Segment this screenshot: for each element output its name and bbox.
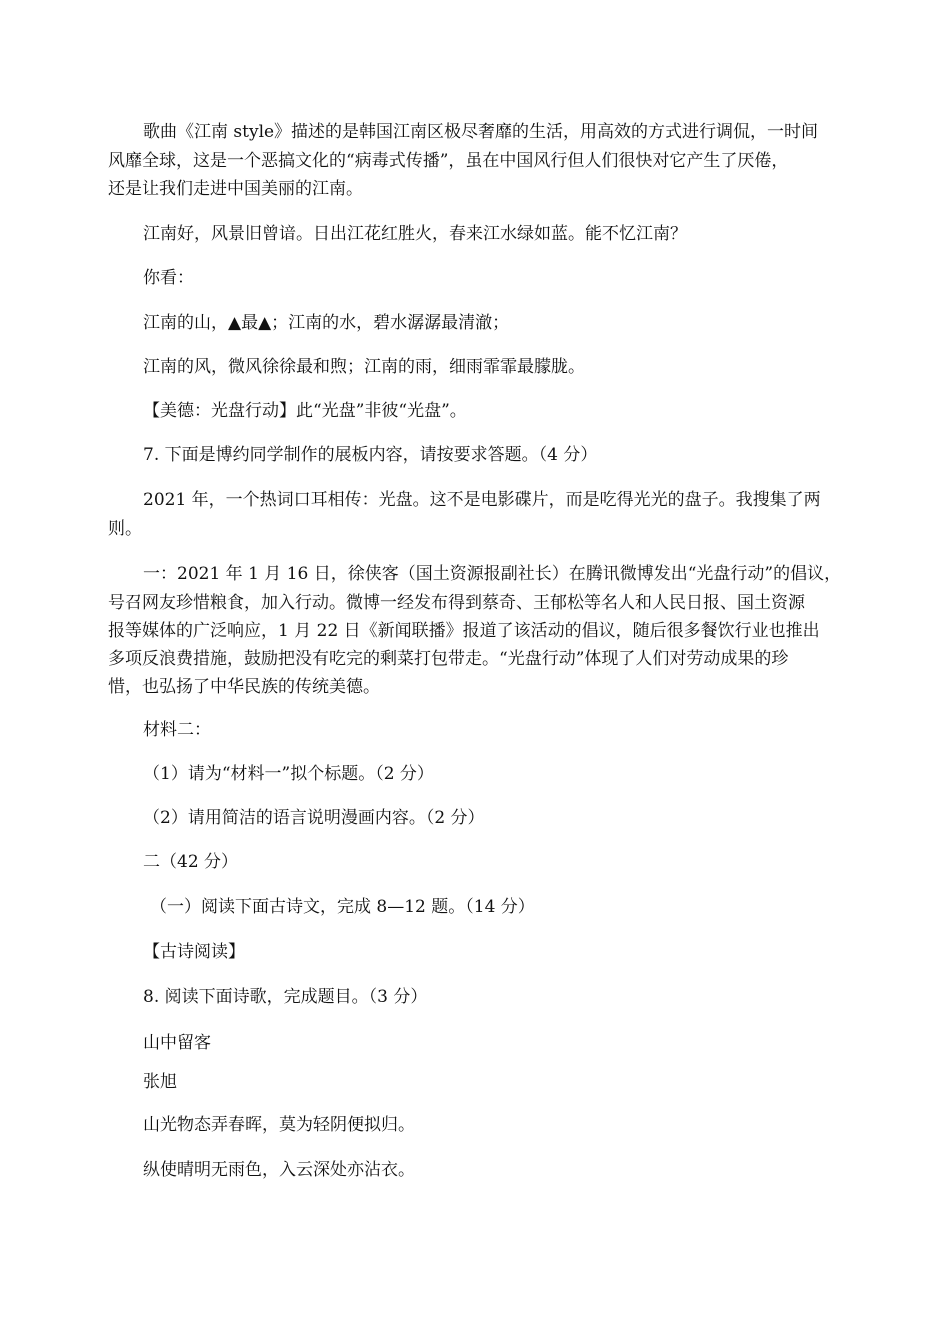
text-line: 则。 [108, 519, 142, 539]
material-one-paragraph [143, 560, 903, 588]
material-intro-paragraph-continued [108, 515, 868, 543]
question-7-1: （1）请为“材料一”拟个标题。（2 分） [143, 764, 434, 784]
intro-paragraph [143, 118, 903, 146]
material-two-label: 材料二： [143, 720, 211, 740]
section-one-instructions: （一）阅读下面古诗文，完成 8—12 题。（14 分） [150, 897, 535, 917]
text-line: 多项反浪费措施，鼓励把没有吃完的剩菜打包带走。“光盘行动”体现了人们对劳动成果的珍 [108, 649, 789, 669]
section-two-heading: 二（42 分） [143, 852, 239, 872]
intro-paragraph-continued [108, 147, 868, 203]
text-line: 报等媒体的广泛响应，1 月 22 日《新闻联播》报道了该活动的倡议，随后很多餐饮行业也推出 [108, 621, 820, 641]
poem-line-1: 山光物态弄春晖，莫为轻阴便拟归。 [143, 1115, 415, 1135]
question-7: 7. 下面是博约同学制作的展板内容，请按要求答题。（4 分） [143, 445, 598, 465]
poem-quote-paragraph: 江南好，风景旧曾谙。日出江花红胜火，春来江水绿如蓝。能不忆江南？ [143, 224, 687, 244]
virtue-heading: 【美德：光盘行动】此“光盘”非彼“光盘”。 [143, 401, 467, 421]
jiangnan-wind-line: 江南的风，微风徐徐最和煦；江南的雨，细雨霏霏最朦胧。 [143, 357, 585, 377]
jiangnan-mountain-line: 江南的山，▲最▲；江南的水，碧水潺潺最清澈； [143, 313, 510, 333]
poem-author: 张旭 [143, 1072, 177, 1092]
text-line: 一：2021 年 1 月 16 日，徐侠客（国土资源报副社长）在腾讯微博发出“光盘行动”的倡议， [143, 564, 842, 584]
material-intro-paragraph [143, 486, 903, 514]
poem-title: 山中留客 [143, 1033, 211, 1053]
question-8: 8. 阅读下面诗歌，完成题目。（3 分） [143, 987, 428, 1007]
ancient-poem-heading: 【古诗阅读】 [143, 942, 245, 962]
question-7-2: （2）请用简洁的语言说明漫画内容。（2 分） [143, 808, 485, 828]
material-one-paragraph-continued [108, 589, 868, 701]
text-line: 风靡全球，这是一个恶搞文化的“病毒式传播”，虽在中国风行但人们很快对它产生了厌倦， [108, 151, 789, 171]
text-line: 惜，也弘扬了中华民族的传统美德。 [108, 677, 380, 697]
text-line: 歌曲《江南 style》描述的是韩国江南区极尽奢靡的生活，用高效的方式进行调侃，一时间 [143, 122, 819, 142]
text-line: 2021 年，一个热词口耳相传：光盘。这不是电影碟片，而是吃得光光的盘子。我搜集了两 [143, 490, 821, 510]
text-line: 还是让我们走进中国美丽的江南。 [108, 179, 363, 199]
you-see-line: 你看： [143, 268, 194, 288]
text-line: 号召网友珍惜粮食，加入行动。微博一经发布得到蔡奇、王郁松等名人和人民日报、国土资源 [108, 593, 805, 613]
poem-line-2: 纵使晴明无雨色，入云深处亦沾衣。 [143, 1160, 415, 1180]
